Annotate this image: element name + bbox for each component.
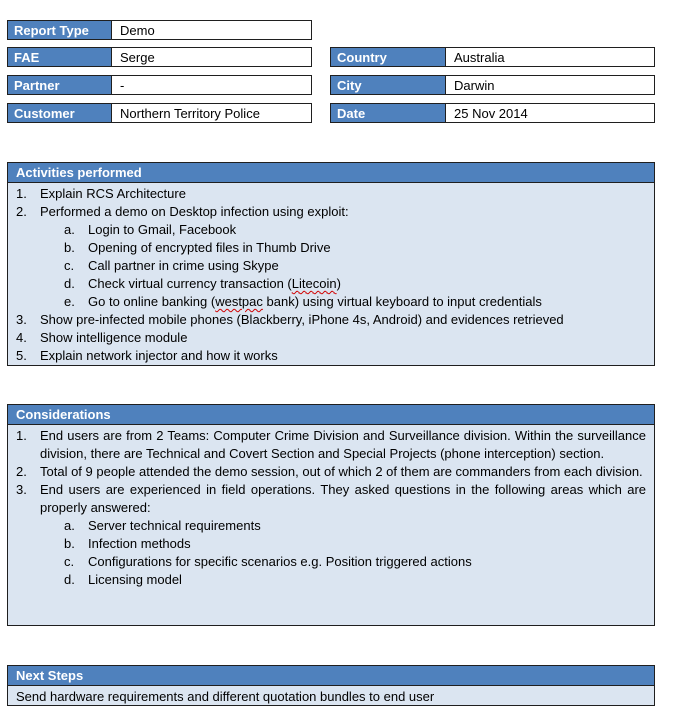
customer-value: Northern Territory Police bbox=[112, 104, 268, 122]
list-item: 3. Show pre-infected mobile phones (Blackberry, iPhone 4s, Android) and evidences retrieved bbox=[16, 312, 564, 327]
fae-row bbox=[7, 47, 312, 67]
customer-row bbox=[7, 103, 312, 123]
list-subitem: b. Infection methods bbox=[64, 536, 191, 551]
country-label: Country bbox=[331, 48, 446, 66]
city-value: Darwin bbox=[446, 76, 502, 94]
list-subitem: d. Licensing model bbox=[64, 572, 182, 587]
considerations-section bbox=[7, 404, 655, 626]
next-steps-header: Next Steps bbox=[8, 666, 654, 686]
spellcheck-word: Litecoin bbox=[291, 276, 337, 291]
fae-value: Serge bbox=[112, 48, 163, 66]
list-item: 5. Explain network injector and how it works bbox=[16, 348, 278, 363]
report-type-value: Demo bbox=[112, 21, 163, 39]
partner-row bbox=[7, 75, 312, 95]
list-item: 3. End users are experienced in field operations. They asked questions in the following areas which are properly answered: bbox=[16, 482, 646, 515]
report-type-row bbox=[7, 20, 312, 40]
list-item: 2. Total of 9 people attended the demo session, out of which 2 of them are commanders from each division. bbox=[16, 464, 643, 479]
next-steps-text: Send hardware requirements and different quotation bundles to end user bbox=[16, 689, 435, 704]
date-row bbox=[330, 103, 655, 123]
partner-label: Partner bbox=[8, 76, 112, 94]
list-item: 4. Show intelligence module bbox=[16, 330, 188, 345]
date-label: Date bbox=[331, 104, 446, 122]
list-item: 1. End users are from 2 Teams: Computer Crime Division and Surveillance division. Within the surveillance division, there are Technical and Covert Section and Special Projects (phone interception) section. bbox=[16, 428, 646, 461]
activities-header: Activities performed bbox=[8, 163, 654, 183]
next-steps-section bbox=[7, 665, 655, 706]
city-row bbox=[330, 75, 655, 95]
list-subitem: a. Login to Gmail, Facebook bbox=[64, 222, 237, 237]
list-item: 1. Explain RCS Architecture bbox=[16, 186, 186, 201]
list-subitem: a. Server technical requirements bbox=[64, 518, 261, 533]
date-value: 25 Nov 2014 bbox=[446, 104, 536, 122]
customer-label: Customer bbox=[8, 104, 112, 122]
spellcheck-word: westpac bbox=[215, 294, 263, 309]
list-subitem: e. Go to online banking (westpac bank) using virtual keyboard to input credentials bbox=[64, 294, 542, 309]
country-value: Australia bbox=[446, 48, 513, 66]
list-subitem: c. Call partner in crime using Skype bbox=[64, 258, 279, 273]
list-item: 2. Performed a demo on Desktop infection using exploit: bbox=[16, 204, 349, 219]
considerations-header: Considerations bbox=[8, 405, 654, 425]
list-subitem: b. Opening of encrypted files in Thumb Drive bbox=[64, 240, 331, 255]
partner-value: - bbox=[112, 76, 132, 94]
activities-section bbox=[7, 162, 655, 366]
country-row bbox=[330, 47, 655, 67]
list-subitem: c. Configurations for specific scenarios e.g. Position triggered actions bbox=[64, 554, 472, 569]
activities-list bbox=[8, 183, 654, 367]
fae-label: FAE bbox=[8, 48, 112, 66]
report-type-label: Report Type bbox=[8, 21, 112, 39]
list-subitem: d. Check virtual currency transaction (Litecoin) bbox=[64, 276, 341, 291]
considerations-list bbox=[8, 425, 654, 591]
city-label: City bbox=[331, 76, 446, 94]
